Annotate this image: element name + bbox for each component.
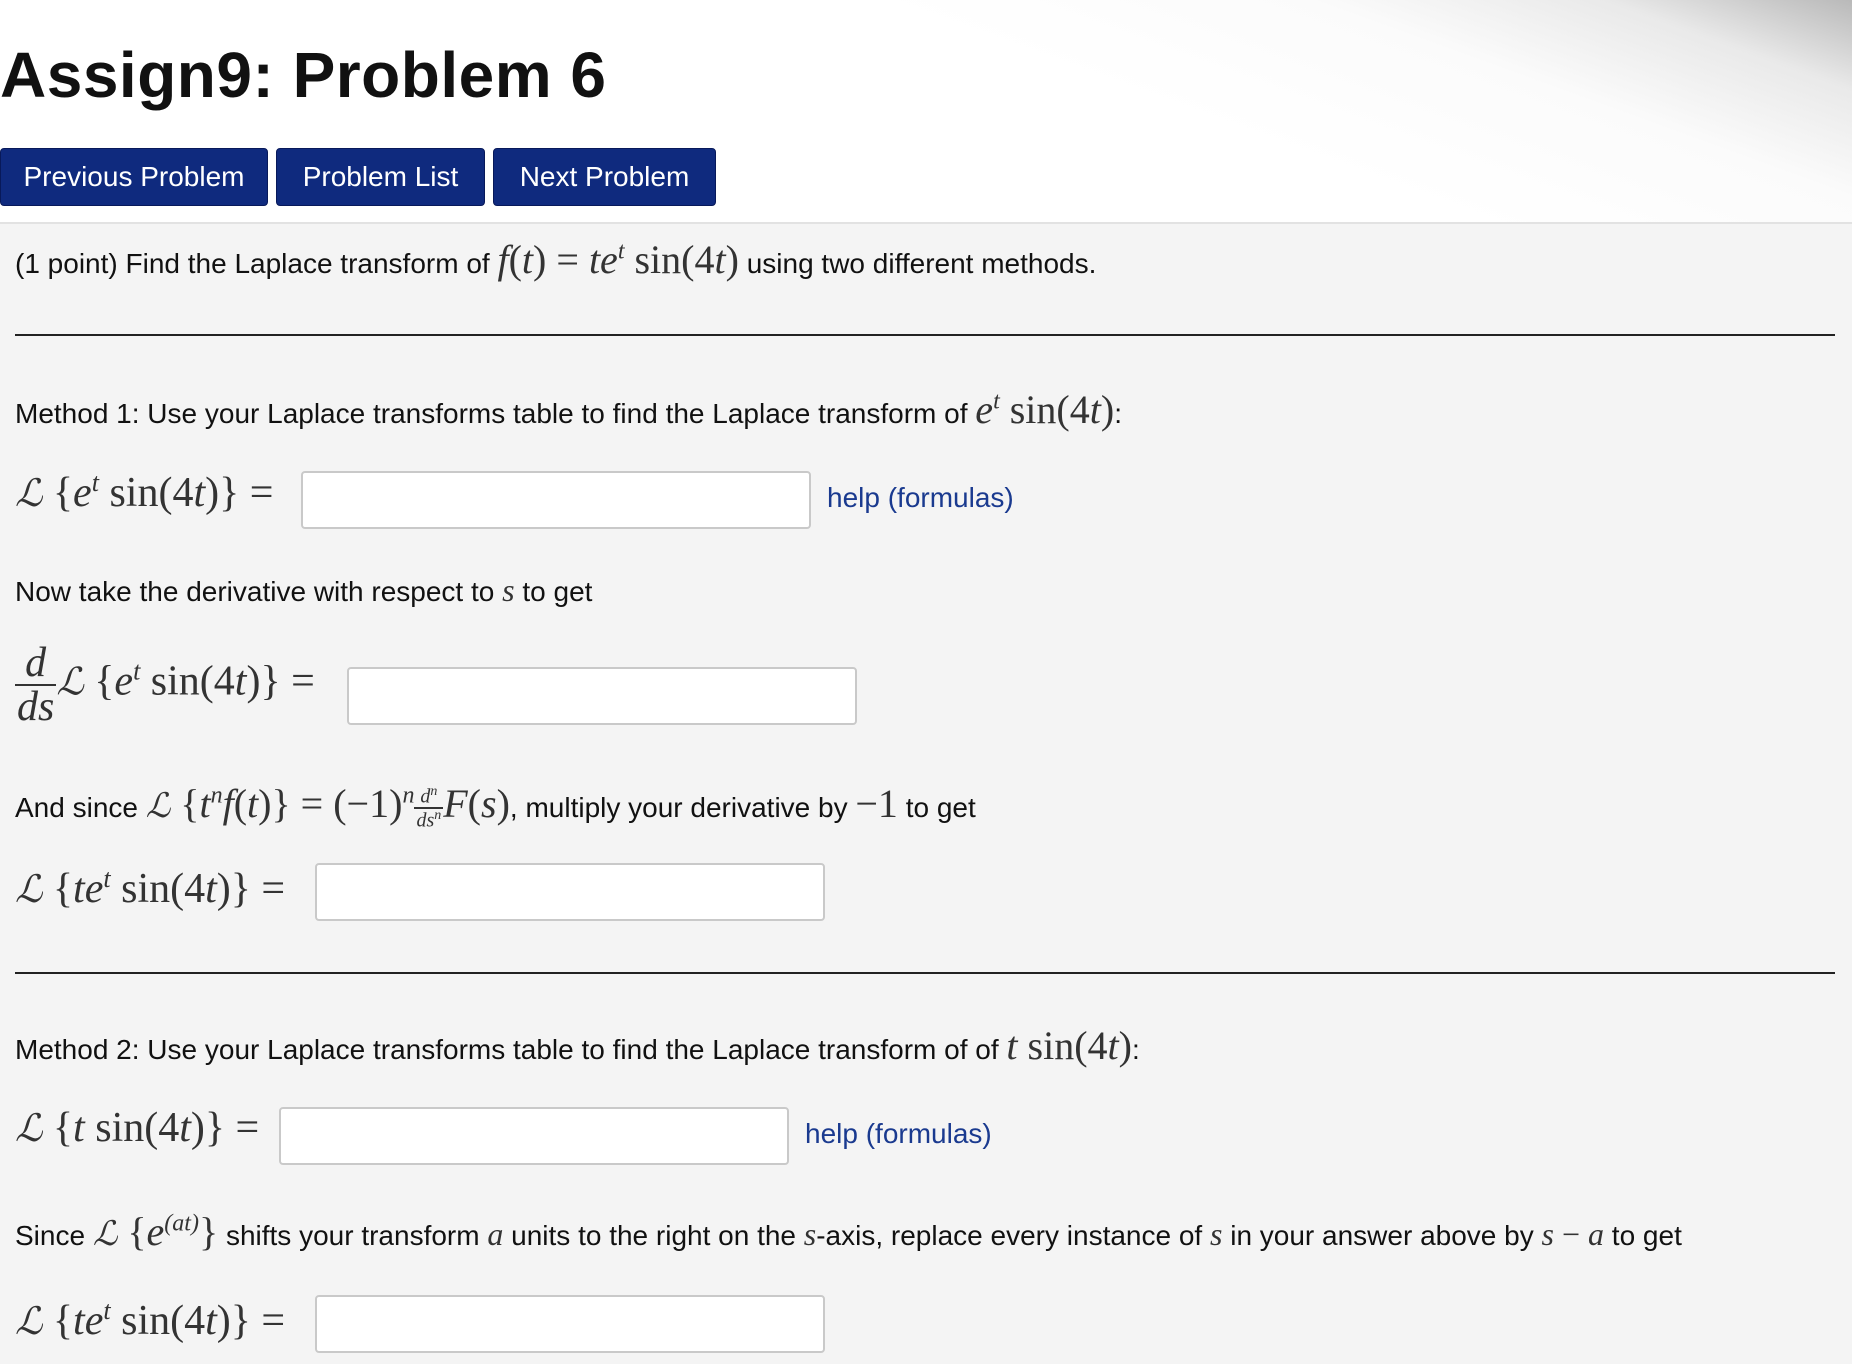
answer-input-3[interactable] (315, 863, 825, 921)
since-suffix: to get (1611, 1220, 1682, 1251)
help-formulas-link[interactable]: help (formulas) (805, 1118, 992, 1149)
shift-instructions (15, 1208, 1682, 1255)
derivative-lhs-formula: $\frac{d}{ds}$ ℒ {$e^t$ sin(4t)} = (17, 640, 315, 730)
and-since-prefix: And since (15, 792, 138, 823)
method2-lhs-formula: ℒ {t sin(4t)} = (15, 1105, 260, 1151)
method2-formula: t sin(4t) (1006, 1023, 1132, 1068)
help-formulas-link[interactable]: help (formulas) (827, 482, 1014, 513)
s-variable: s (1209, 1216, 1223, 1252)
minus-one: −1 (855, 781, 898, 826)
derivative-rule-formula: ℒ $\{t^nf(t)\} = (-1)^n$ $\frac{d^n}{ds^n}$ F(s) (145, 781, 510, 832)
since-middle-1: shifts your transform (225, 1220, 480, 1251)
method2-colon: : (1132, 1034, 1140, 1065)
problem-intro (15, 236, 1096, 283)
and-since-instructions (15, 780, 976, 830)
page-title: Assign9: Problem 6 (0, 39, 607, 111)
since-middle-4: in your answer above by (1230, 1220, 1534, 1251)
s-variable: s (803, 1216, 817, 1252)
answer-input-2[interactable] (347, 667, 857, 725)
method1-lhs-formula: ℒ {$e^t$ sin(4t)} = (15, 468, 274, 516)
method2-final-lhs-formula: ℒ {$te^t$ sin(4t)} = (15, 1296, 286, 1344)
divider (15, 972, 1835, 974)
method1-colon: : (1114, 398, 1122, 429)
method1-instructions (15, 386, 1122, 433)
page-header (0, 0, 1852, 224)
answer-input-1[interactable] (301, 471, 811, 529)
a-variable: a (487, 1216, 504, 1252)
and-since-suffix: to get (905, 792, 976, 823)
answer-input-4[interactable] (279, 1107, 789, 1165)
s-minus-a-formula: s − a (1541, 1216, 1605, 1252)
derivative-text-prefix: Now take the derivative with respect to (15, 576, 495, 607)
divider (15, 334, 1835, 336)
method2-instructions (15, 1022, 1140, 1069)
shift-formula: ℒ $\{e^{(at)}\}$ (92, 1209, 219, 1254)
answer-input-5[interactable] (315, 1295, 825, 1353)
since-prefix: Since (15, 1220, 86, 1251)
method1-final-lhs-formula: ℒ {$te^t$ sin(4t)} = (15, 864, 286, 912)
derivative-instructions (15, 572, 592, 609)
since-middle-2: units to the right on the (511, 1220, 796, 1251)
and-since-middle: , multiply your derivative by (509, 792, 848, 823)
method1-formula: $e^t$ sin(4t) (975, 387, 1115, 432)
s-variable: s (502, 572, 515, 608)
method1-text: Method 1: Use your Laplace transforms table to find the Laplace transform of (15, 398, 968, 429)
derivative-text-suffix: to get (522, 576, 593, 607)
previous-problem-button[interactable]: Previous Problem (0, 148, 268, 206)
intro-prefix: (1 point) Find the Laplace transform of (15, 248, 490, 279)
intro-suffix: using two different methods. (746, 248, 1097, 279)
problem-list-button[interactable]: Problem List (276, 148, 485, 206)
since-middle-3: -axis, replace every instance of (816, 1220, 1203, 1251)
intro-formula: $f(t) = te^t$ sin(4t) (497, 237, 739, 282)
next-problem-button[interactable]: Next Problem (493, 148, 716, 206)
method2-text: Method 2: Use your Laplace transforms table to find the Laplace transform of of (15, 1034, 999, 1065)
